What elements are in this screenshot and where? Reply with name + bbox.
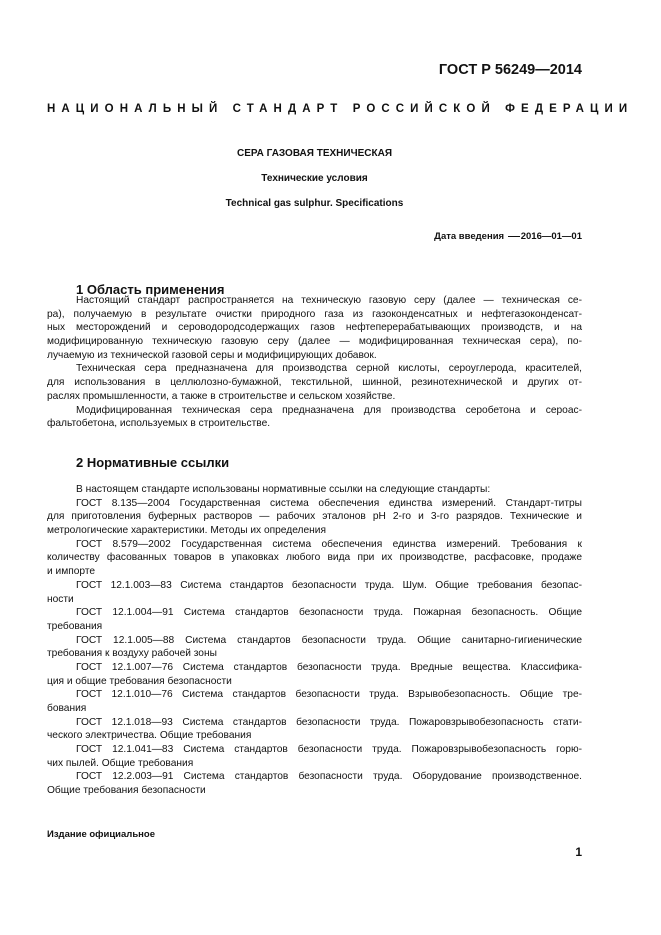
text-line: ГОСТ 12.1.007—76 Система стандартов безопасности труда. Вредные вещества. Классифика- — [76, 661, 582, 673]
text-line: ГОСТ 12.1.004—91 Система стандартов безопасности труда. Пожарная безопасность. Общие — [76, 607, 582, 619]
paragraph — [47, 606, 582, 633]
text-line: В настоящем стандарте использованы нормативные ссылки на следующие стандарты: — [76, 484, 491, 495]
section-heading: 1 Область применения — [76, 282, 225, 297]
paragraph — [47, 634, 582, 661]
paragraph — [47, 483, 582, 497]
text-line: чих пылей. Общие требования — [47, 757, 194, 769]
text-line: ГОСТ 12.1.018—93 Система стандартов безопасности труда. Пожаровзрывобезопасность стати- — [76, 716, 582, 728]
paragraph — [47, 294, 582, 362]
section-heading: 2 Нормативные ссылки — [76, 455, 230, 470]
text-line: ГОСТ 12.1.005—88 Система стандартов безопасности труда. Общие санитарно-гигиенические — [76, 634, 582, 646]
standard-banner: НАЦИОНАЛЬНЫЙ СТАНДАРТ РОССИЙСКОЙ ФЕДЕРАЦИИ — [47, 103, 634, 115]
text-line: ГОСТ 12.1.003—83 Система стандартов безопасности труда. Шум. Общие требования безопас- — [76, 579, 582, 591]
text-line: Настоящий стандарт распространяется на техническую газовую серу (далее — техническая се- — [76, 295, 582, 306]
text-line: ГОСТ 12.1.010—76 Система стандартов безопасности труда. Взрывобезопасность. Общие тре- — [76, 689, 582, 701]
text-line: требования — [47, 620, 103, 632]
text-line: ГОСТ 8.135—2004 Государственная система обеспечения единства измерений. Стандарт-титры — [76, 497, 582, 509]
date-value: 2016—01—01 — [520, 231, 582, 242]
text-line: Техническая сера предназначена для производства серной кислоты, сероуглерода, красителей, — [76, 363, 582, 375]
text-line: ГОСТ 12.1.041—83 Система стандартов безопасности труда. Пожаровзрывобезопасность горю- — [76, 744, 582, 756]
english-title: Technical gas sulphur. Specifications — [225, 198, 404, 209]
paragraph — [47, 538, 582, 579]
paragraph — [47, 404, 582, 431]
text-line: метрологические характеристики. Методы их определения — [47, 525, 326, 537]
text-line: лучаемую из технической газовой серы и модифицирующих добавок. — [47, 349, 377, 361]
page-number: 1 — [575, 845, 582, 859]
text-line: бования — [47, 703, 87, 714]
paragraph — [47, 770, 582, 797]
paragraph — [47, 743, 582, 770]
date-label: Дата введения — [434, 231, 505, 242]
paragraph — [47, 688, 582, 715]
text-line: ности — [47, 593, 74, 605]
text-line: раслях промышленности, а также в строительстве и сельском хозяйстве. — [47, 390, 396, 402]
text-line: ческого электричества. Общие требования — [47, 730, 252, 742]
text-line: для приготовления буферных растворов — рабочих эталонов pH 2-го и 3-го разрядов. Технические и — [47, 511, 582, 523]
paragraph — [47, 661, 582, 688]
text-line: ГОСТ 8.579—2002 Государственная система обеспечения единства измерений. Требования к — [76, 538, 582, 550]
section-body — [47, 483, 582, 798]
text-line: ция и общие требования безопасности — [47, 675, 232, 687]
effective-date — [434, 231, 582, 242]
text-line: ра), получаемую в результате очистки природного газа из газоконденсатных и нефтегазоконденсат- — [47, 308, 582, 320]
text-line: количеству фасованных товаров в упаковках любого вида при их производстве, расфасовке, продаже — [47, 552, 582, 564]
paragraph — [47, 579, 582, 606]
document-subtitle: Технические условия — [261, 173, 368, 184]
paragraph — [47, 497, 582, 538]
paragraph — [47, 716, 582, 743]
text-line: Общие требования безопасности — [47, 785, 206, 797]
document-code: ГОСТ Р 56249—2014 — [438, 62, 582, 78]
official-edition-note: Издание официальное — [47, 829, 155, 840]
text-line: для использования в целлюлозно-бумажной, текстильной, шинной, резинотехнической и других от- — [47, 377, 582, 389]
text-line: требования к воздуху рабочей зоны — [47, 648, 217, 660]
text-line: фальтобетона, используемых в строительстве. — [47, 418, 271, 430]
text-line: ГОСТ 12.2.003—91 Система стандартов безопасности труда. Оборудование производственное. — [76, 771, 582, 783]
text-line: ных месторождений и сероводородсодержащих газов нефтеперерабатывающих производств, и на — [47, 322, 582, 334]
text-line: Модифицированная техническая сера предназначена для производства серобетона и сероас- — [76, 404, 582, 416]
section-body — [47, 294, 582, 431]
text-line: и импорте — [47, 566, 96, 578]
paragraph — [47, 362, 582, 403]
document-title: СЕРА ГАЗОВАЯ ТЕХНИЧЕСКАЯ — [236, 148, 393, 159]
text-line: модифицированную техническую газовую серу (далее — модифицированная техническая сера), по- — [47, 336, 582, 348]
